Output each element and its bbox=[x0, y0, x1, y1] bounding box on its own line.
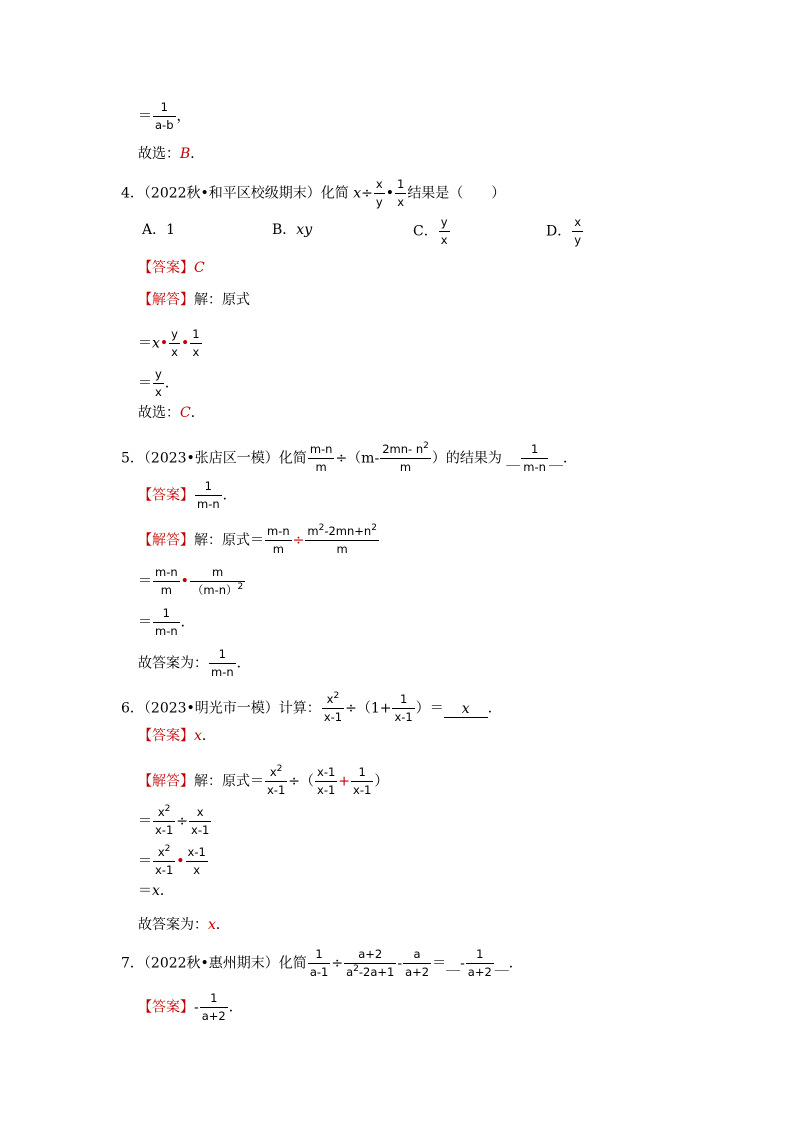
question-number: 5． bbox=[121, 450, 144, 467]
fraction: $\frac{1}{m-n}$ bbox=[155, 606, 178, 638]
fraction: $\frac{y}{x}$ bbox=[171, 327, 178, 359]
q4-options bbox=[138, 215, 638, 247]
q4-step-1: ＝x• $\frac{y}{x}$ • $\frac{1}{x}$ bbox=[138, 327, 200, 359]
solution-tag: 【解答】 bbox=[138, 773, 194, 790]
fraction: $\frac{1}{a-b}$ bbox=[155, 100, 174, 132]
option-c: C． $\frac{y}{x}$ bbox=[413, 215, 448, 247]
fraction: $\frac{x-1}{x-1}$ bbox=[317, 765, 336, 797]
fraction: $\frac{y}{x}$ bbox=[440, 215, 448, 247]
fraction: $\frac{m-n}{m}$ bbox=[267, 524, 290, 556]
fraction: $\frac{x^2}{x-1}$ bbox=[267, 764, 286, 797]
question-number: 4． bbox=[121, 185, 144, 202]
fraction: $\frac{2mn- n^2}{m}$ bbox=[382, 441, 429, 474]
fraction: $\frac{m-n}{m}$ bbox=[155, 565, 178, 597]
equals-sign: ＝ bbox=[138, 108, 152, 125]
q6-solution: 【解答】解：原式＝ $\frac{x^2}{x-1}$ ÷（ $\frac{x-1}{x-1}$ + $\frac{1}{x-1}$ ） bbox=[138, 764, 389, 797]
prev-solution-line: ＝ $\frac{1}{a-b}$ ， bbox=[138, 100, 191, 132]
fraction: $\frac{1}{m-n}$ bbox=[197, 479, 220, 511]
fraction: $\frac{x^2}{x-1}$ bbox=[155, 804, 174, 837]
fraction: $\frac{1}{x-1}$ bbox=[394, 692, 413, 724]
question-number: 6． bbox=[121, 700, 144, 717]
fraction: $\frac{1}{m-n}$ bbox=[211, 647, 234, 679]
q5-solution: 【解答】解：原式＝ $\frac{m-n}{m}$ ÷ $\frac{m^2-2mn+n^2}{m}$ bbox=[138, 523, 377, 556]
fraction: $\frac{1}{a-1}$ bbox=[309, 947, 329, 979]
fraction: $\frac{1}{a+2}$ bbox=[201, 991, 226, 1023]
fraction: $\frac{y}{x}$ bbox=[155, 367, 162, 399]
question-number: 7． bbox=[121, 955, 144, 972]
fraction: $\frac{x}{x-1}$ bbox=[191, 805, 210, 837]
choice-letter: B bbox=[180, 146, 191, 162]
answer-blank: $\frac{1}{m-n}$ bbox=[523, 442, 546, 474]
fraction: $\frac{a}{a+2}$ bbox=[405, 947, 430, 979]
q4-answer: 【答案】C bbox=[138, 260, 205, 276]
fraction: $\frac{x}{y}$ bbox=[574, 215, 582, 247]
fraction: $\frac{x-1}{x}$ bbox=[187, 845, 206, 877]
answer-tag: 【答案】 bbox=[138, 728, 194, 744]
fraction: $\frac{x^2}{x-1}$ bbox=[155, 844, 174, 877]
q6-final: 故答案为：x． bbox=[138, 917, 230, 933]
fraction: $\frac{1}{x}$ bbox=[396, 177, 405, 209]
q6-step-2: ＝ $\frac{x^2}{x-1}$ • $\frac{x-1}{x}$ bbox=[138, 844, 206, 877]
q7-answer: 【答案】- $\frac{1}{a+2}$ ． bbox=[138, 991, 243, 1023]
solution-tag: 【解答】 bbox=[138, 532, 194, 549]
fraction: $\frac{m}{(m-n)^2}$ bbox=[191, 565, 244, 597]
question-7: 7．（2022秋•惠州期末）化简 $\frac{1}{a-1}$ ÷ $\frac{a+2}{a^2-2a+1}$ - $\frac{a}{a+2}$ ＝__- $\frac{1}{a+2}$ __． bbox=[121, 947, 523, 979]
q4-step-2: ＝ $\frac{y}{x}$ ． bbox=[138, 367, 179, 399]
option-b: B．xy bbox=[272, 222, 313, 238]
q4-choice: 故选：C． bbox=[138, 405, 205, 421]
q5-answer: 【答案】 $\frac{1}{m-n}$ ． bbox=[138, 479, 237, 511]
fraction: $\frac{x^2}{x-1}$ bbox=[323, 691, 343, 724]
question-4: 4．（2022秋•和平区校级期末）化简 x÷ $\frac{x}{y}$ • $\frac{1}{x}$ 结果是（ ） bbox=[121, 177, 506, 209]
answer-tag: 【答案】 bbox=[138, 487, 194, 504]
q5-final: 故答案为： $\frac{1}{m-n}$ ． bbox=[138, 647, 251, 679]
q6-step-3: ＝x． bbox=[138, 883, 174, 899]
answer-tag: 【答案】 bbox=[138, 260, 194, 276]
q4-solution: 【解答】解：原式 bbox=[138, 292, 250, 308]
answer-blank: $\frac{1}{a+2}$ bbox=[467, 947, 492, 979]
fraction: $\frac{m-n}{m}$ bbox=[309, 442, 333, 474]
solution-tag: 【解答】 bbox=[138, 292, 194, 308]
question-5: 5．（2023•张店区一模）化简 $\frac{m-n}{m}$ ÷（m- $\frac{2mn- n^2}{m}$ ）的结果为 __ $\frac{1}{m-n}$ __． bbox=[121, 441, 577, 474]
answer-tag: 【答案】 bbox=[138, 999, 194, 1016]
prev-choice-line: 故选：B． bbox=[138, 146, 205, 162]
q6-step-1: ＝ $\frac{x^2}{x-1}$ ÷ $\frac{x}{x-1}$ bbox=[138, 804, 210, 837]
fraction: $\frac{a+2}{a^2-2a+1}$ bbox=[346, 947, 395, 979]
q5-step-2: ＝ $\frac{1}{m-n}$ ． bbox=[138, 606, 195, 638]
fraction: $\frac{1}{x}$ bbox=[192, 327, 200, 359]
q6-answer: 【答案】x． bbox=[138, 728, 216, 744]
option-d: D． $\frac{x}{y}$ bbox=[546, 215, 582, 247]
question-6: 6．（2023•明光市一模）计算： $\frac{x^2}{x-1}$ ÷（1+ $\frac{1}{x-1}$ ）＝ x ． bbox=[121, 691, 502, 724]
answer-blank: x bbox=[444, 701, 488, 718]
option-a: A．1 bbox=[142, 222, 176, 238]
fraction: $\frac{1}{x-1}$ bbox=[353, 765, 372, 797]
q5-step-1: ＝ $\frac{m-n}{m}$ • $\frac{m}{(m-n)^2}$ bbox=[138, 565, 244, 597]
fraction: $\frac{x}{y}$ bbox=[375, 177, 383, 209]
fraction: $\frac{m^2-2mn+n^2}{m}$ bbox=[307, 523, 377, 556]
